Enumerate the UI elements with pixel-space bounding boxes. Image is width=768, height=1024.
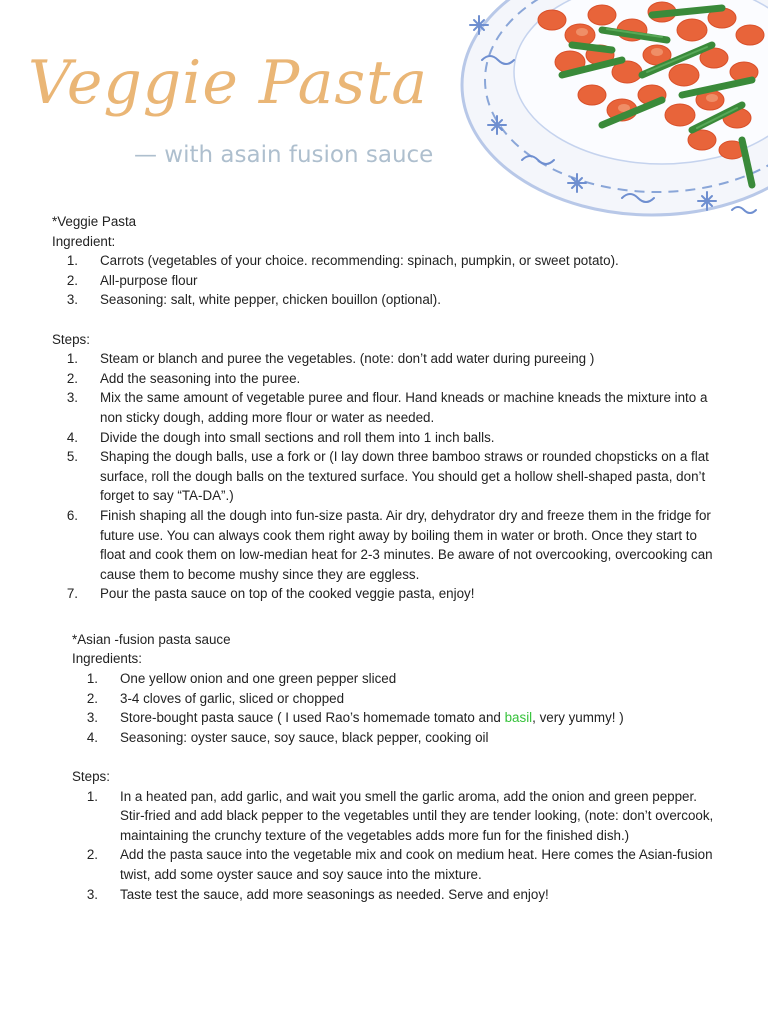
ingredient-list — [72, 669, 768, 747]
list-item — [52, 447, 768, 506]
list-item — [52, 251, 768, 271]
header — [0, 0, 768, 215]
steps-heading: Steps: — [72, 769, 110, 785]
list-item — [52, 369, 768, 389]
list-item — [72, 885, 768, 905]
list-item — [72, 708, 768, 728]
step-text: In a heated pan, add garlic, and wait you smell the garlic aroma, add the onion and green pepper. Stir-fried and add black pepper to the vegetables until they are tender looking, (note: don’t overcook, maintaining the crunchy texture of the vegetables adds more fun for the finished dish.) — [120, 788, 714, 843]
step-number: 2. — [86, 847, 98, 863]
item-number: 3. — [66, 292, 78, 308]
step-text: Add the pasta sauce into the vegetable mix and cook on medium heat. Here comes the Asian-fusion twist, add some oyster sauce and soy sauce into the mixture. — [120, 847, 713, 882]
item-text: Carrots (vegetables of your choice. recommending: spinach, pumpkin, or sweet potato). — [100, 253, 619, 269]
step-text: Pour the pasta sauce on top of the cooked veggie pasta, enjoy! — [100, 586, 475, 602]
steps-heading: Steps: — [52, 331, 90, 347]
asian-fusion-sauce-section — [0, 630, 768, 904]
step-number: 4. — [66, 429, 78, 445]
item-number: 4. — [86, 729, 98, 745]
step-text: Taste test the sauce, add more seasonings as needed. Serve and enjoy! — [120, 886, 549, 902]
step-list — [52, 349, 768, 604]
step-text: Shaping the dough balls, use a fork or (I lay down three bamboo straws or rounded chopsticks on a flat surface, roll the dough balls on the textured surface. You should get a hollow shell-shaped pasta, don’t forget to say “TA-DA”.) — [100, 449, 709, 504]
step-text: Steam or blanch and puree the vegetables. (note: don’t add water during pureeing ) — [100, 351, 595, 367]
pasta-plate-illustration — [452, 0, 768, 235]
ingredients-heading: Ingredients: — [72, 651, 142, 667]
basil-highlight: basil — [504, 710, 533, 726]
section-heading: *Asian -fusion pasta sauce — [72, 631, 231, 647]
step-text: Mix the same amount of vegetable puree and flour. Hand kneads or machine kneads the mixture into a non sticky dough, adding more flour or water as needed. — [100, 390, 708, 425]
list-item — [72, 728, 768, 748]
item-text: 3-4 cloves of garlic, sliced or chopped — [120, 690, 345, 706]
item-text: Seasoning: salt, white pepper, chicken bouillon (optional). — [100, 292, 441, 308]
step-number: 1. — [66, 351, 78, 367]
list-item — [52, 506, 768, 584]
step-number: 6. — [66, 507, 78, 523]
item-number: 1. — [66, 253, 78, 269]
item-text-part: , very yummy! ) — [532, 710, 624, 726]
ingredient-list — [52, 251, 768, 310]
recipe-content — [0, 212, 768, 904]
step-text: Divide the dough into small sections and roll them into 1 inch balls. — [100, 429, 495, 445]
step-number: 5. — [66, 449, 78, 465]
item-number: 1. — [86, 671, 98, 687]
item-number: 2. — [66, 272, 78, 288]
list-item — [72, 787, 768, 846]
item-number: 3. — [86, 710, 98, 726]
item-number: 2. — [86, 690, 98, 706]
step-text: Finish shaping all the dough into fun-size pasta. Air dry, dehydrator dry and freeze them in the fridge for future use. You can always cook them right away by boiling them in water or broth. Once they start to float and cook them on low-median heat for 2-3 minutes. Be aware of not overcooking, overcooking can cause them to become mushy since they are eggless. — [100, 507, 713, 582]
item-text: One yellow onion and one green pepper sliced — [120, 671, 397, 687]
list-item — [52, 584, 768, 604]
veggie-pasta-section — [0, 212, 768, 604]
list-item — [52, 271, 768, 291]
step-number: 7. — [66, 586, 78, 602]
list-item — [52, 388, 768, 427]
step-number: 3. — [66, 390, 78, 406]
list-item — [72, 689, 768, 709]
page-title: Veggie Pasta — [28, 48, 429, 118]
item-text-part: Store-bought pasta sauce ( I used Rao’s homemade tomato and — [120, 710, 505, 726]
item-text — [120, 708, 720, 728]
step-text: Add the seasoning into the puree. — [100, 370, 301, 386]
list-item — [72, 845, 768, 884]
step-number: 2. — [66, 370, 78, 386]
item-text: Seasoning: oyster sauce, soy sauce, black pepper, cooking oil — [120, 729, 489, 745]
list-item — [52, 349, 768, 369]
list-item — [52, 290, 768, 310]
item-text: All-purpose flour — [100, 272, 198, 288]
page-subtitle: — with asain fusion sauce — [134, 142, 434, 168]
list-item — [52, 428, 768, 448]
step-number: 1. — [86, 788, 98, 804]
ingredients-heading: Ingredient: — [52, 233, 116, 249]
section-heading: *Veggie Pasta — [52, 214, 137, 229]
step-list — [72, 787, 768, 905]
list-item — [72, 669, 768, 689]
step-number: 3. — [86, 886, 98, 902]
